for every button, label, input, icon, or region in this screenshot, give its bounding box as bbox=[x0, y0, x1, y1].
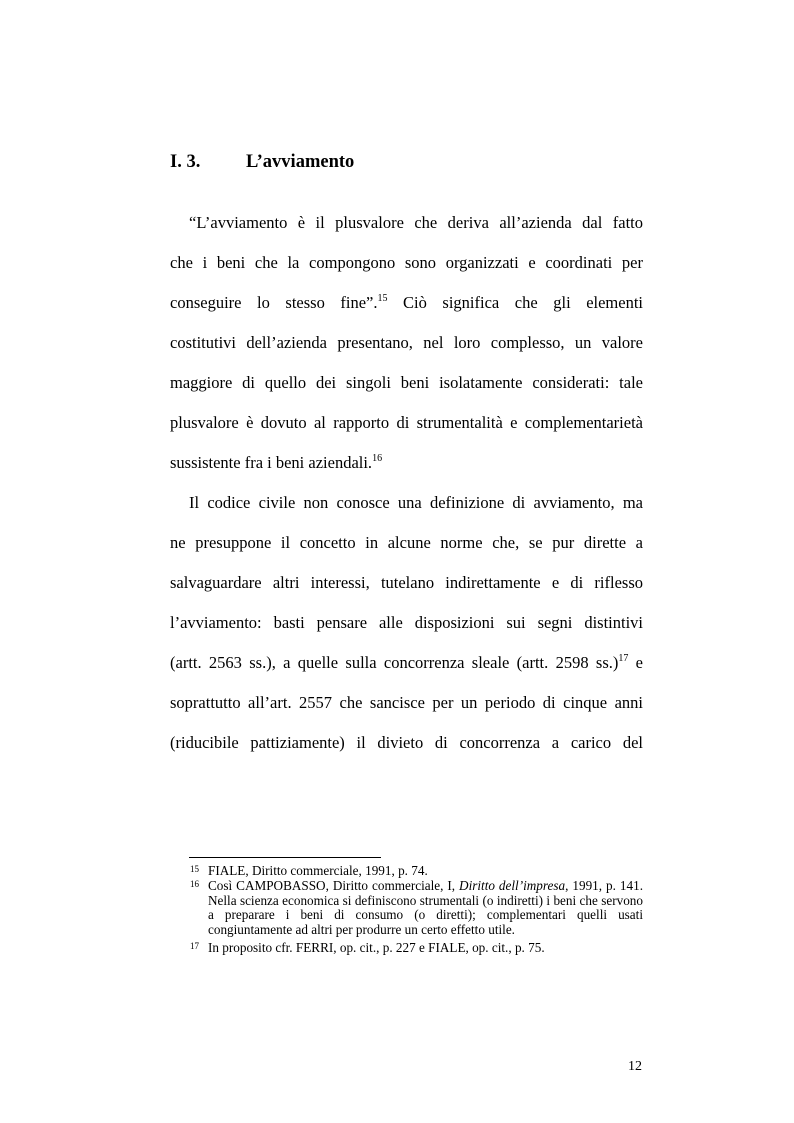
body-line bbox=[170, 293, 643, 316]
page-number: 12 bbox=[628, 1059, 642, 1074]
section-number: I. 3. bbox=[170, 152, 201, 172]
footnote-italic-title: Diritto dell’impresa bbox=[459, 878, 566, 893]
footnote-16 bbox=[190, 879, 643, 937]
footnote-ref-16[interactable]: 16 bbox=[372, 453, 383, 464]
footnote-text bbox=[208, 879, 643, 937]
footnote-ref-17[interactable]: 17 bbox=[618, 653, 629, 664]
body-line: Il codice civile non conosce una definizione di avviamento, ma bbox=[189, 493, 643, 512]
footnote-ref-15[interactable]: 15 bbox=[377, 293, 388, 304]
footnote-mark: 16 bbox=[190, 879, 199, 889]
body-text-span: (artt. 2563 ss.), a quelle sulla concorrenza sleale (artt. 2598 ss.) bbox=[170, 653, 619, 672]
body-line bbox=[170, 453, 643, 476]
footnote-text: FIALE, Diritto commerciale, 1991, p. 74. bbox=[208, 863, 428, 878]
body-line: plusvalore è dovuto al rapporto di strumentalità e complementarietà bbox=[170, 413, 643, 432]
body-text-span: sussistente fra i beni aziendali. bbox=[170, 453, 373, 472]
body-line: soprattutto all’art. 2557 che sancisce per un periodo di cinque anni bbox=[170, 693, 643, 712]
footnote-mark: 17 bbox=[190, 941, 199, 951]
body-line: costitutivi dell’azienda presentano, nel loro complesso, un valore bbox=[170, 333, 643, 352]
footnote-text-span: , 1991, p. 141. Nella scienza economica si definiscono strumentali (o indiretti) i beni che servono a preparare i beni di consumo (o diretti); complementari quelli usati congiuntamente ad altri per produrre un certo effetto utile. bbox=[208, 878, 643, 937]
section-title: L’avviamento bbox=[246, 152, 355, 172]
body-line: salvaguardare altri interessi, tutelano indirettamente e di riflesso bbox=[170, 573, 643, 592]
footnote-text-span: Così CAMPOBASSO, Diritto commerciale, I, bbox=[208, 878, 460, 893]
body-line: l’avviamento: basti pensare alle disposizioni sui segni distintivi bbox=[170, 613, 643, 632]
body-line: “L’avviamento è il plusvalore che deriva all’azienda dal fatto bbox=[189, 213, 643, 232]
body-line: (riducibile pattiziamente) il divieto di concorrenza a carico del bbox=[170, 733, 643, 752]
body-line bbox=[170, 653, 643, 676]
body-line: maggiore di quello dei singoli beni isolatamente considerati: tale bbox=[170, 373, 643, 392]
body-text-span: conseguire lo stesso fine”. bbox=[170, 293, 378, 312]
footnote-15 bbox=[190, 864, 643, 879]
body-line: che i beni che la compongono sono organizzati e coordinati per bbox=[170, 253, 643, 272]
section-heading bbox=[170, 152, 354, 173]
body-text-span: e bbox=[628, 653, 643, 672]
footnote-17 bbox=[190, 941, 643, 956]
body-text-span: Ciò significa che gli elementi bbox=[387, 293, 644, 312]
body-line: ne presuppone il concetto in alcune norme che, se pur dirette a bbox=[170, 533, 643, 552]
footnote-mark: 15 bbox=[190, 864, 199, 874]
footnote-text: In proposito cfr. FERRI, op. cit., p. 227 e FIALE, op. cit., p. 75. bbox=[208, 940, 545, 955]
footnote-divider bbox=[189, 857, 381, 858]
